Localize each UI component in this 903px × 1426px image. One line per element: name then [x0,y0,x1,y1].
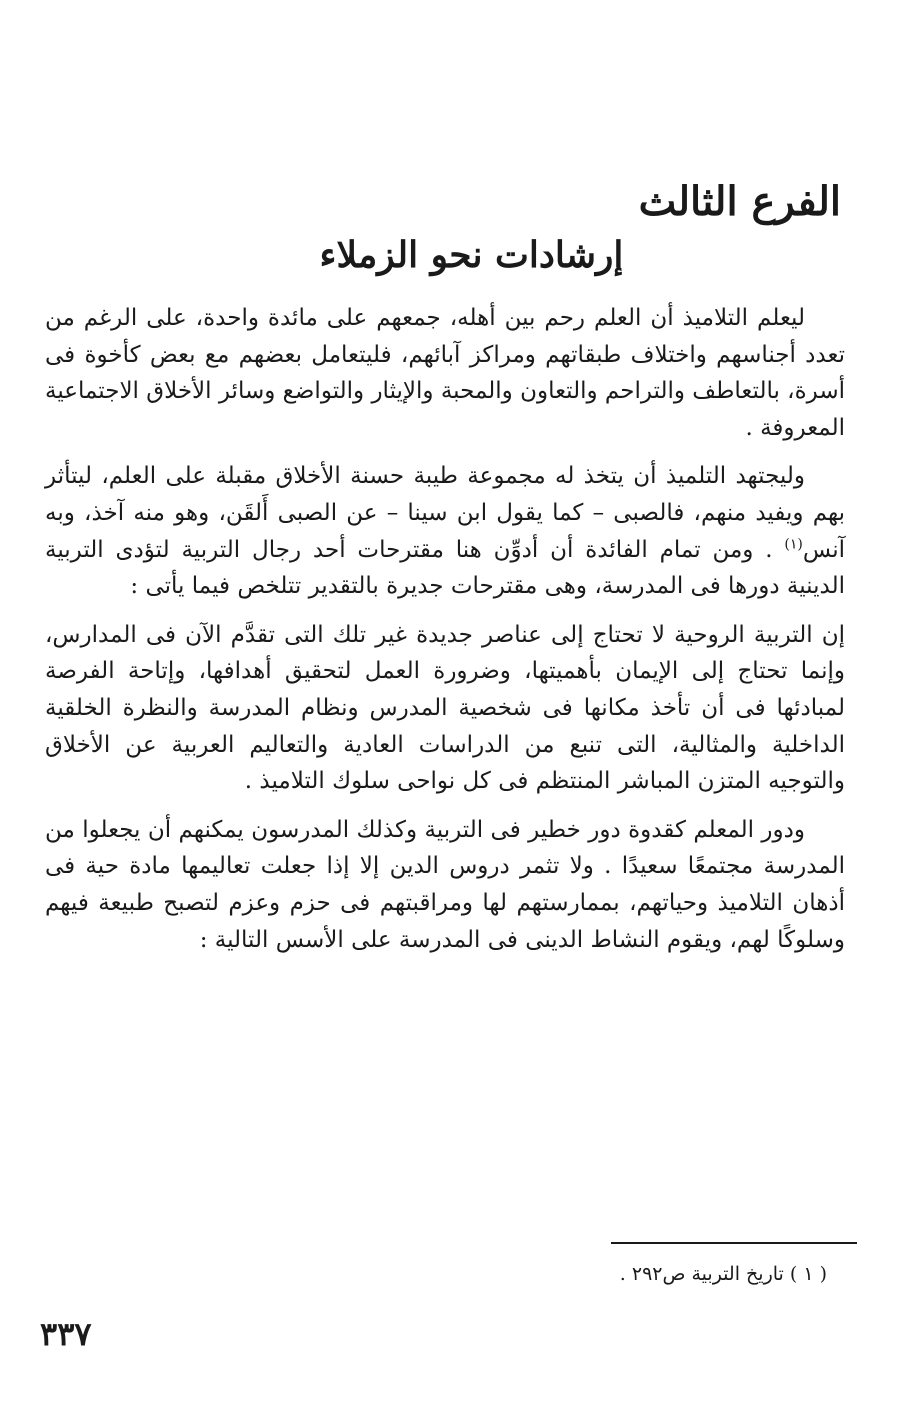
paragraph-3: إن التربية الروحية لا تحتاج إلى عناصر جديدة غير تلك التى تقدَّم الآن فى المدارس، وإنما تحتاج إلى الإيمان بأهميتها، وضرورة العمل لتحقيق أهدافها، وإتاحة الفرصة لمبادئها فى أن تأخذ مكانها فى شخصية المدرس ونظام المدرسة والنظرة الخلقية الداخلية والمثالية، التى تنبع من الدراسات العادية والتعاليم العربية عن الأخلاق والتوجيه المتزن المباشر المنتظم فى كل نواحى سلوك التلاميذ . [45,621,845,795]
section-label: الفرع الثالث [638,178,841,225]
paragraph-2-continuation: . ومن تمام الفائدة أن أدوِّن هنا مقترحات أحد رجال التربية لتؤدى التربية الدينية دورها فى المدرسة، وهى مقترحات جديرة بالتقدير تتلخص فيما يأتى : [45,536,845,600]
body-text [45,300,845,970]
footnote-marker[interactable]: (١) [784,535,803,552]
paragraph-2-text: وليجتهد التلميذ أن يتخذ له مجموعة طيبة حسنة الأخلاق مقبلة على العلم، ليتأثر بهم ويفيد منهم، فالصبى – كما يقول ابن سينا – عن الصبى أَلقَن، وهو منه آخذ، وبه آنس [45,463,845,563]
footnote-divider [611,1242,857,1244]
paragraph-4: ودور المعلم كقدوة دور خطير فى التربية وكذلك المدرسون يمكنهم أن يجعلوا من المدرسة مجتمعًا سعيدًا . ولا تثمر دروس الدين إلا إذا جعلت تعاليمها مادة حية فى أذهان التلاميذ وحياتهم، بممارستهم لها ومراقبتهم فى حزم وعزم لتصبح طبيعة فيهم وسلوكًا لهم، ويقوم النشاط الدينى فى المدرسة على الأسس التالية : [45,816,845,953]
page-number: ٣٣٧ [40,1315,92,1353]
footnote: ( ١ ) تاريخ التربية ص٢٩٢ . [619,1263,827,1285]
paragraph-1: ليعلم التلاميذ أن العلم رحم بين أهله، جمعهم على مائدة واحدة، على الرغم من تعدد أجناسهم واختلاف طبقاتهم ومراكز آبائهم، فليتعامل بعضهم مع بعض كأخوة فى أسرة، بالتعاطف والتراحم والتعاون والمحبة والإيثار والتواضع وسائر الأخلاق الاجتماعية المعروفة . [44,305,845,441]
chapter-title: إرشادات نحو الزملاء [319,234,624,276]
paragraph-2 [45,458,845,604]
